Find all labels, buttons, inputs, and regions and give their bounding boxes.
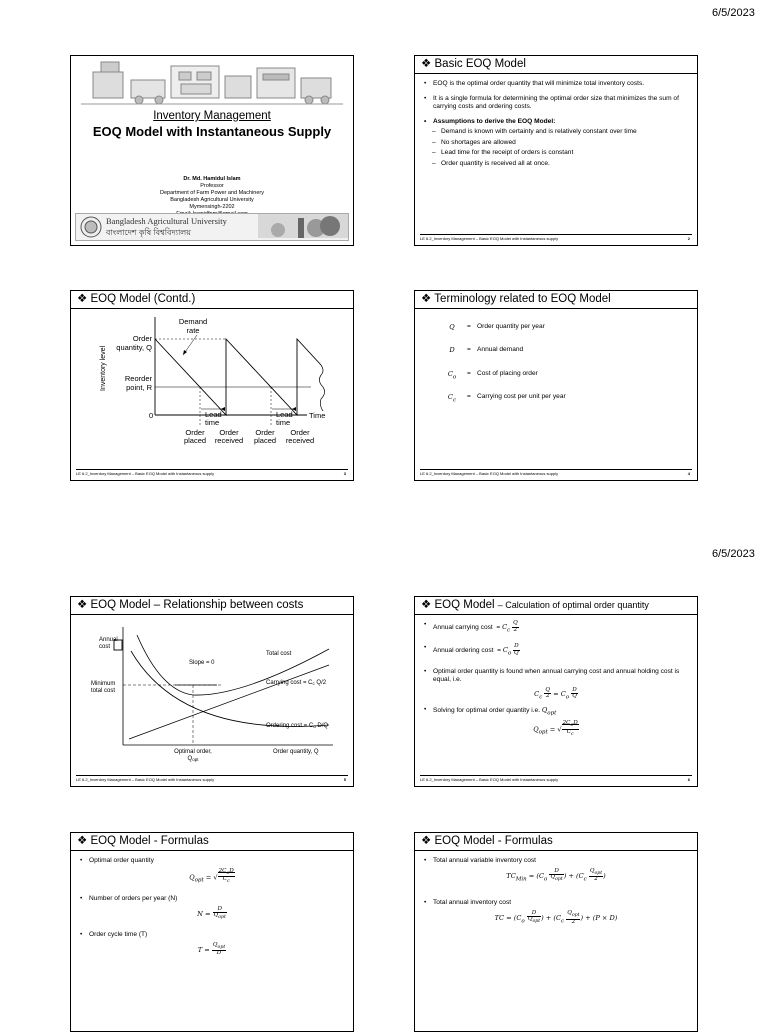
page-number: 4 (687, 471, 690, 476)
bullet-assumptions: • Assumptions to derive the EOQ Model: (423, 118, 689, 127)
diagram-ylabel: Inventory level (100, 345, 107, 391)
banner-name-bangla: বাংলাদেশ কৃষি বিশ্ববিদ্যালয় (106, 228, 191, 237)
slide-footer: LE 6.2_Inventory Management – Basic EOQ Model with Instantaneous supply 3 (76, 471, 346, 476)
qopt-formula: $Q_{opt}$ = √ $\frac{2C_oD}{C_c}$ (189, 867, 234, 885)
page-date: 6/5/2023 (712, 548, 755, 560)
page-number: 5 (343, 777, 346, 782)
author-block (71, 176, 353, 218)
slide-title: ❖ EOQ Model - Formulas (71, 833, 353, 851)
slide-title: ❖ EOQ Model – Relationship between costs (71, 597, 353, 615)
bullet-carrying-cost: • Annual carrying $\cos t = C_c$ $\frac{Q}{2}$ (423, 621, 689, 634)
inventory-cycle-diagram (71, 311, 353, 466)
author-name: Dr. Md. Hamidul Islam (183, 176, 241, 182)
term-symbol: Q (449, 323, 455, 331)
chart-carrying-cost-label: Carrying cost = Cc Q/2 (266, 680, 327, 686)
slide-subtitle: Inventory Management (153, 110, 271, 122)
chart-order-quantity-label: Order quantity, Q (273, 749, 319, 755)
campus-photo (258, 214, 348, 238)
term-row: Q = Order quantity per year (437, 323, 689, 334)
term-symbol: $C_o$ (447, 369, 457, 381)
diagram-order-placed: Order placed (183, 428, 207, 445)
warehouse-illustration (71, 58, 353, 110)
slide-2 (414, 55, 698, 246)
author-department: Department of Farm Power and Machinery (160, 190, 264, 197)
chart-ordering-cost-label: Ordering cost = Co D/Q (266, 723, 329, 729)
bullet-eoq-definition: • EOQ is the optimal order quantity that will minimize total inventory costs. (423, 80, 689, 89)
term-symbol: $C_c$ (447, 393, 457, 404)
diagram-demand-rate: Demand rate (178, 317, 208, 335)
slide-3 (70, 290, 354, 481)
slide-title: ❖ Basic EOQ Model (415, 56, 697, 74)
slide-title: EOQ Model with Instantaneous Supply (92, 124, 332, 139)
bullet-order-cycle-time: • Order cycle time (T) (79, 931, 345, 940)
slide-title: ❖ EOQ Model – Calculation of optimal order quantity (415, 597, 697, 615)
diagram-lead-time: Lead time (205, 410, 222, 427)
orders-formula: N = $\frac{D}{Q_{opt}}$ (197, 905, 226, 921)
page-number: 6 (687, 777, 690, 782)
bullet-single-formula: • It is a single formula for determining the optimal order size that minimizes the sum of carrying costs and ordering costs. (423, 95, 689, 112)
qopt-formula: $Q_{opt}$ = √ $\frac{2C_oD}{C_c}$ (533, 719, 578, 737)
diagram-time: Time (309, 411, 326, 420)
chart-optimal-order-label: Optimal order, Qopt (174, 749, 212, 762)
bullet-total-cost: • Total annual inventory cost (423, 899, 689, 908)
chart-minimum-total-cost: Minimum total cost (91, 681, 116, 694)
term-definition: Cost of placing order (477, 369, 538, 377)
assumption-item: – No shortages are allowed (423, 139, 689, 148)
slide-footer: LE 6.2_Inventory Management – Basic EOQ Model with Instantaneous supply 4 (420, 471, 690, 476)
slide-title-sub: – Calculation of optimal order quantity (497, 600, 649, 610)
equality-formula: $C_c$ $\frac{Q}{2}$ = $C_o$ $\frac{D}{Q}$ (534, 686, 577, 701)
chart-slope-label: Slope = 0 (189, 660, 215, 666)
term-row: $C_o$ = Cost of placing order (437, 370, 689, 381)
slide-footer: LE 6.2_Inventory Management – Basic EOQ Model with Instantaneous supply 2 (420, 236, 690, 241)
author-city: Mymensingh-2202 (189, 204, 235, 211)
slide-5 (70, 596, 354, 787)
page-date: 6/5/2023 (712, 7, 755, 19)
bullet-optimal-order-quantity: • Optimal order quantity (79, 857, 345, 866)
bullet-variable-cost: • Total annual variable inventory cost (423, 857, 689, 866)
diagram-reorder-point: Reorder point, R (124, 374, 152, 392)
slide-title: ❖ Terminology related to EOQ Model (415, 291, 697, 309)
chart-total-cost-label: Total cost (266, 651, 292, 657)
bullet-number-of-orders: • Number of orders per year (N) (79, 895, 345, 904)
bullet-equality: • Optimal order quantity is found when annual carrying cost and annual holding cost is equal, i.e. (423, 668, 689, 685)
term-definition: Annual demand (477, 346, 524, 354)
slide-title: ❖ EOQ Model (Contd.) (71, 291, 353, 309)
diagram-zero: 0 (149, 411, 154, 420)
slide-8 (414, 832, 698, 1032)
slide-footer: LE 6.2_Inventory Management – Basic EOQ Model with Instantaneous supply 5 (76, 777, 346, 782)
chart-ylabel: Annual cost (99, 637, 118, 650)
university-logo (80, 216, 102, 238)
page-number: 3 (343, 471, 346, 476)
slide-4 (414, 290, 698, 481)
author-designation: Professor (200, 183, 224, 190)
page-number: 2 (687, 236, 690, 241)
diagram-order-placed: Order placed (253, 428, 277, 445)
author-university: Bangladesh Agricultural University (170, 197, 254, 204)
diagram-order-quantity: Order quantity, Q (116, 334, 152, 352)
slide-6 (414, 596, 698, 787)
bullet-ordering-cost: • Annual ordering $\cos t = C_o$ $\frac{D}{Q}$ (423, 644, 689, 657)
diagram-order-received: Order received (214, 428, 244, 445)
slide-title: ❖ EOQ Model - Formulas (415, 833, 697, 851)
term-definition: Order quantity per year (477, 323, 545, 330)
term-row: D = Annual demand (437, 346, 689, 357)
cycle-time-formula: T = $\frac{Q_{opt}}{D}$ (197, 941, 226, 957)
slide-7 (70, 832, 354, 1032)
assumption-item: – Order quantity is received all at once. (423, 160, 689, 169)
university-banner (75, 213, 349, 241)
total-cost-formula: TC = ($C_o$ $\frac{D}{Q_{opt}}$ ) + ($C_c$ $\frac{Q_{opt}}{2}$ ) + (P × D) (494, 909, 618, 925)
cost-relationship-chart (71, 617, 353, 767)
diagram-lead-time: Lead time (276, 410, 293, 427)
variable-cost-formula: $TC_{Min} = (C_o$ $\frac{D}{Q_{opt}}$ ) + ($C_c$ $\frac{Q_{opt}}{2}$ ) (506, 867, 606, 883)
slide-footer: LE 6.2_Inventory Management – Basic EOQ Model with Instantaneous supply 6 (420, 777, 690, 782)
term-row: $C_c$ = Carrying cost per unit per year (437, 393, 689, 404)
assumption-item: – Lead time for the receipt of orders is constant (423, 149, 689, 158)
diagram-order-received: Order received (285, 428, 315, 445)
term-definition: Carrying cost per unit per year (477, 393, 566, 401)
banner-name: Bangladesh Agricultural University (106, 216, 227, 226)
assumption-item: – Demand is known with certainty and is relatively constant over time (423, 128, 689, 137)
term-symbol: D (449, 346, 455, 355)
bullet-solve: • Solving for optimal order quantity i.e. $Q_{opt}$ (423, 706, 689, 717)
slide-1 (70, 55, 354, 246)
